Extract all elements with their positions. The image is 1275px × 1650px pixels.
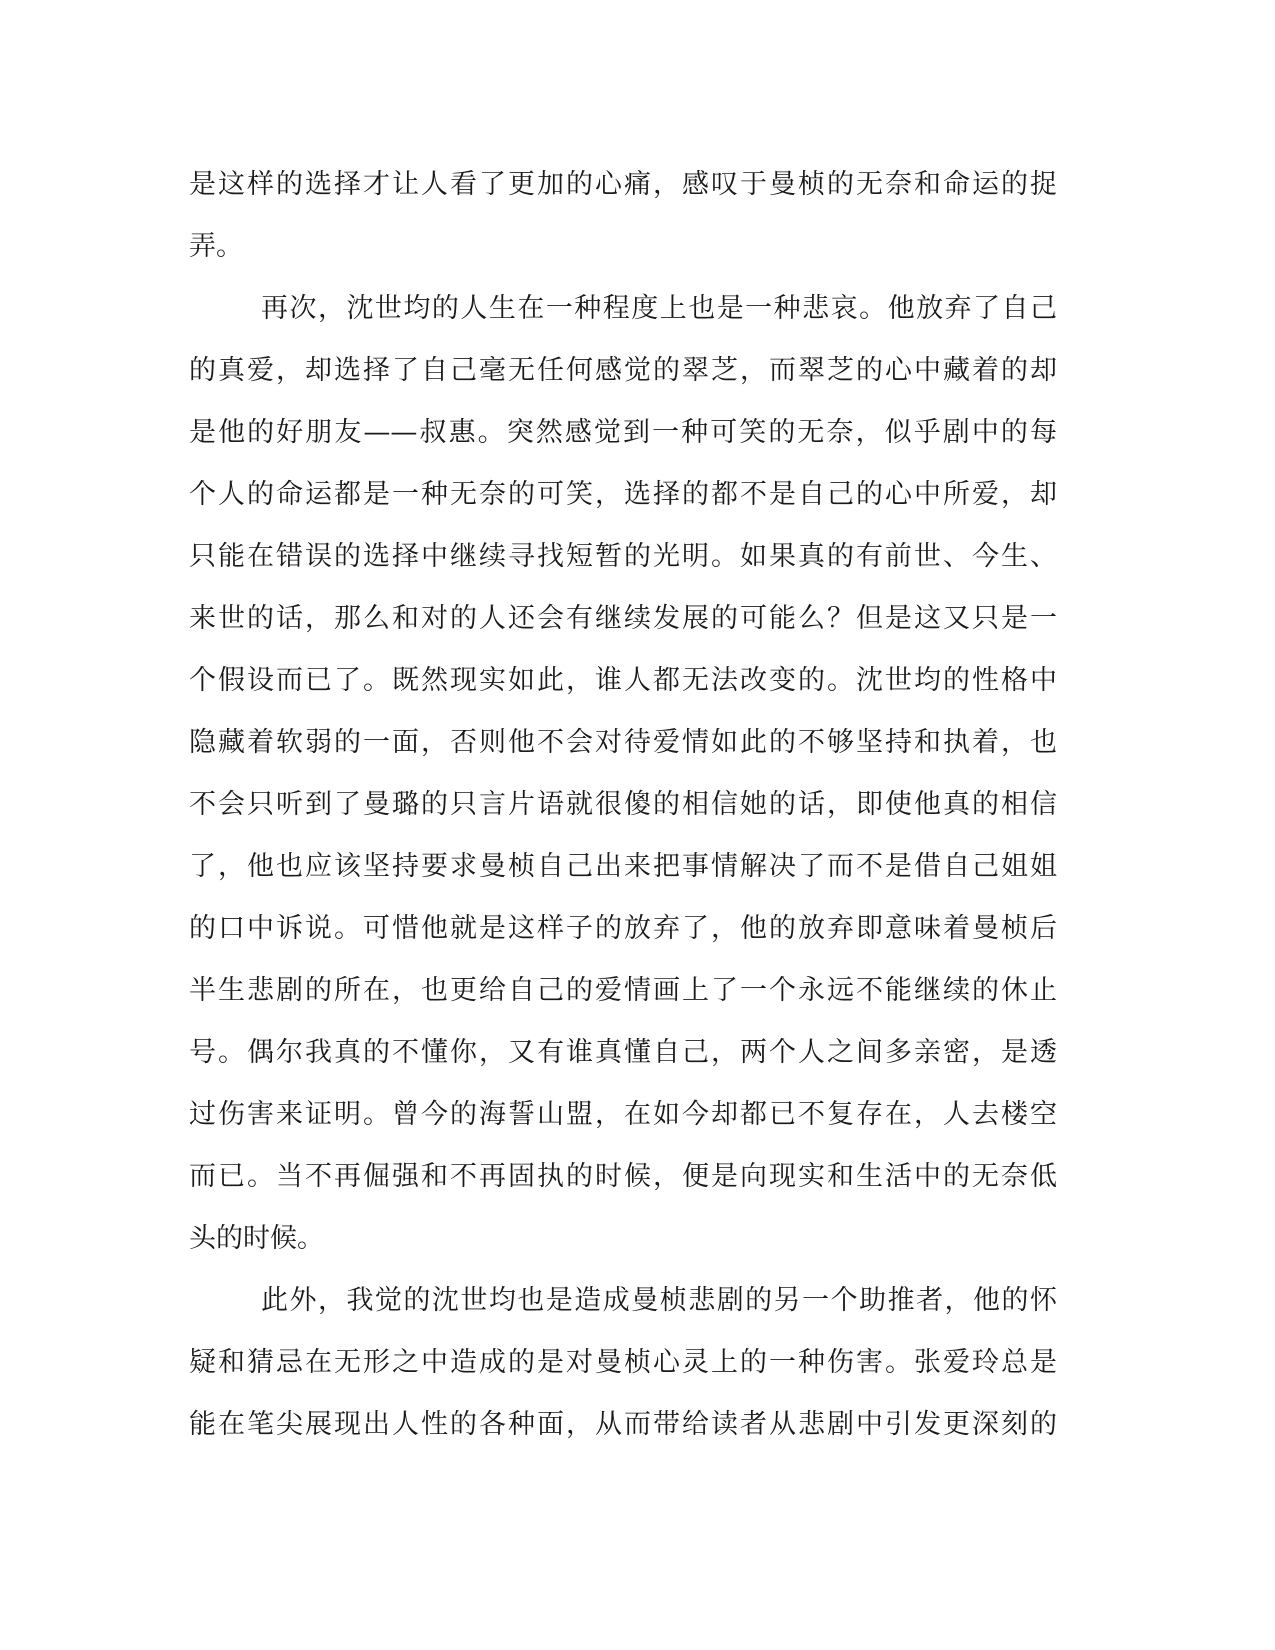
- text-line: 头的时候。: [189, 1223, 324, 1254]
- text-line-indented: 再次，沈世均的人生在一种程度上也是一种悲哀。他放弃了自己: [261, 293, 1057, 324]
- text-line: 个假设而已了。既然现实如此，谁人都无法改变的。沈世均的性格中: [189, 665, 1057, 696]
- text-line: 半生悲剧的所在，也更给自己的爱情画上了一个永远不能继续的休止: [189, 975, 1057, 1006]
- text-line-indented: 此外，我觉的沈世均也是造成曼桢悲剧的另一个助推者，他的怀: [261, 1285, 1057, 1316]
- body-text: [189, 154, 1089, 1456]
- text-line: 过伤害来证明。曾今的海誓山盟，在如今却都已不复存在，人去楼空: [189, 1099, 1057, 1130]
- text-line: 了，他也应该坚持要求曼桢自己出来把事情解决了而不是借自己姐姐: [189, 851, 1057, 882]
- text-line: 是这样的选择才让人看了更加的心痛，感叹于曼桢的无奈和命运的捉: [189, 169, 1057, 200]
- text-line: 弄。: [189, 231, 243, 262]
- text-line: 的口中诉说。可惜他就是这样子的放弃了，他的放弃即意味着曼桢后: [189, 913, 1057, 944]
- text-line: 的真爱，却选择了自己毫无任何感觉的翠芝，而翠芝的心中藏着的却: [189, 355, 1057, 386]
- text-line: 隐藏着软弱的一面，否则他不会对待爱情如此的不够坚持和执着，也: [189, 727, 1057, 758]
- text-line: 是他的好朋友——叔惠。突然感觉到一种可笑的无奈，似乎剧中的每: [189, 417, 1057, 448]
- text-line: 号。偶尔我真的不懂你，又有谁真懂自己，两个人之间多亲密，是透: [189, 1037, 1057, 1068]
- text-line: 不会只听到了曼璐的只言片语就很傻的相信她的话，即使他真的相信: [189, 789, 1057, 820]
- text-line: 疑和猜忌在无形之中造成的是对曼桢心灵上的一种伤害。张爱玲总是: [189, 1347, 1057, 1378]
- text-line: 能在笔尖展现出人性的各种面，从而带给读者从悲剧中引发更深刻的: [189, 1409, 1057, 1440]
- text-line: 只能在错误的选择中继续寻找短暂的光明。如果真的有前世、今生、: [189, 541, 1057, 572]
- text-line: 而已。当不再倔强和不再固执的时候，便是向现实和生活中的无奈低: [189, 1161, 1057, 1192]
- text-line: 个人的命运都是一种无奈的可笑，选择的都不是自己的心中所爱，却: [189, 479, 1057, 510]
- text-line: 来世的话，那么和对的人还会有继续发展的可能么？但是这又只是一: [189, 603, 1057, 634]
